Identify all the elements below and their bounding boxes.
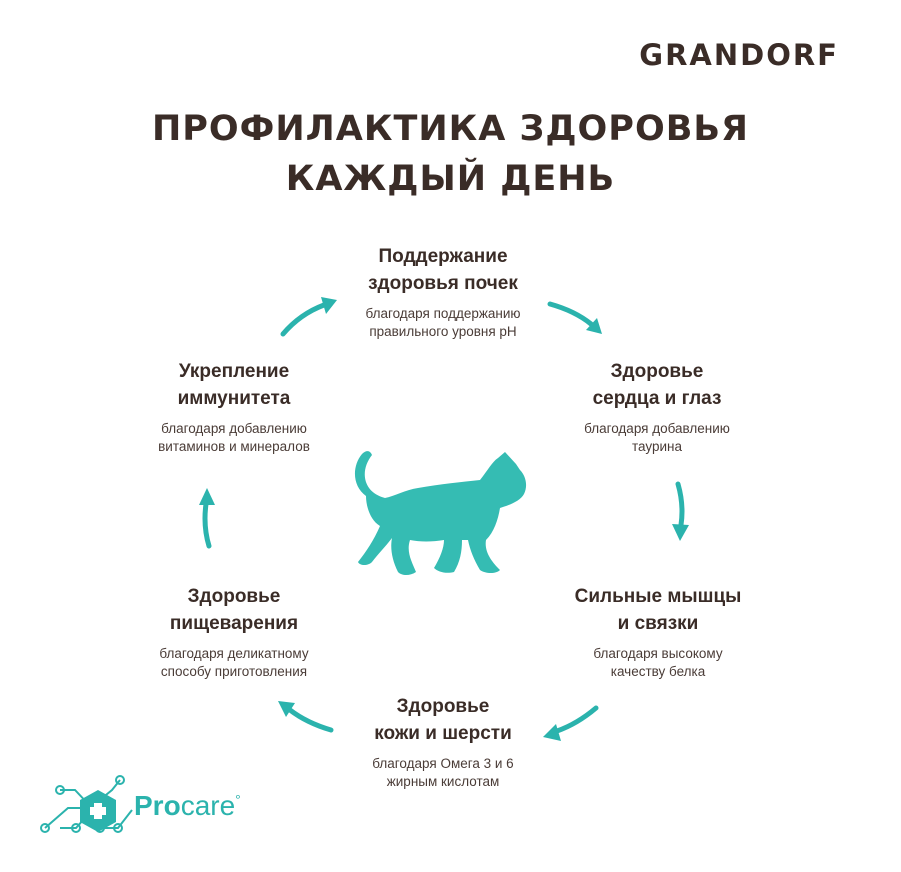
benefit-title: Сильные мышцы и связки <box>574 586 742 634</box>
brand-logo: GRANDORF <box>639 38 839 72</box>
cat-silhouette-icon <box>355 451 526 575</box>
benefit-title: Здоровье сердца и глаз <box>592 361 722 409</box>
benefit-description: благодаря высокому качеству белка <box>593 646 723 679</box>
benefit-description: благодаря добавлению витаминов и минералов <box>158 421 310 454</box>
benefit-kidney-health <box>313 243 573 341</box>
benefit-heart-eyes <box>527 358 787 456</box>
procare-molecule-icon <box>41 776 132 832</box>
benefit-immunity <box>104 358 364 456</box>
benefit-description: благодаря деликатному способу приготовления <box>159 646 309 679</box>
benefit-title: Поддержание здоровья почек <box>368 246 518 294</box>
procare-logo: Procare° <box>134 790 241 821</box>
benefit-title: Здоровье пищеварения <box>169 586 299 634</box>
benefit-title: Укрепление иммунитета <box>177 361 291 409</box>
benefit-muscles <box>528 583 788 681</box>
benefit-description: благодаря поддержанию правильного уровня pH <box>365 306 521 339</box>
title-line-2: КАЖДЫЙ ДЕНЬ <box>285 159 616 199</box>
title-line-1: ПРОФИЛАКТИКА ЗДОРОВЬЯ <box>151 109 749 149</box>
benefit-title: Здоровье кожи и шерсти <box>374 696 512 744</box>
cycle-arrow-icon <box>672 484 689 541</box>
benefit-description: благодаря Омега 3 и 6 жирным кислотам <box>372 756 514 789</box>
benefit-digestion <box>104 583 364 681</box>
benefit-description: благодаря добавлению таурина <box>584 421 730 454</box>
cycle-arrow-icon <box>199 488 215 546</box>
benefit-skin-coat <box>313 693 573 791</box>
